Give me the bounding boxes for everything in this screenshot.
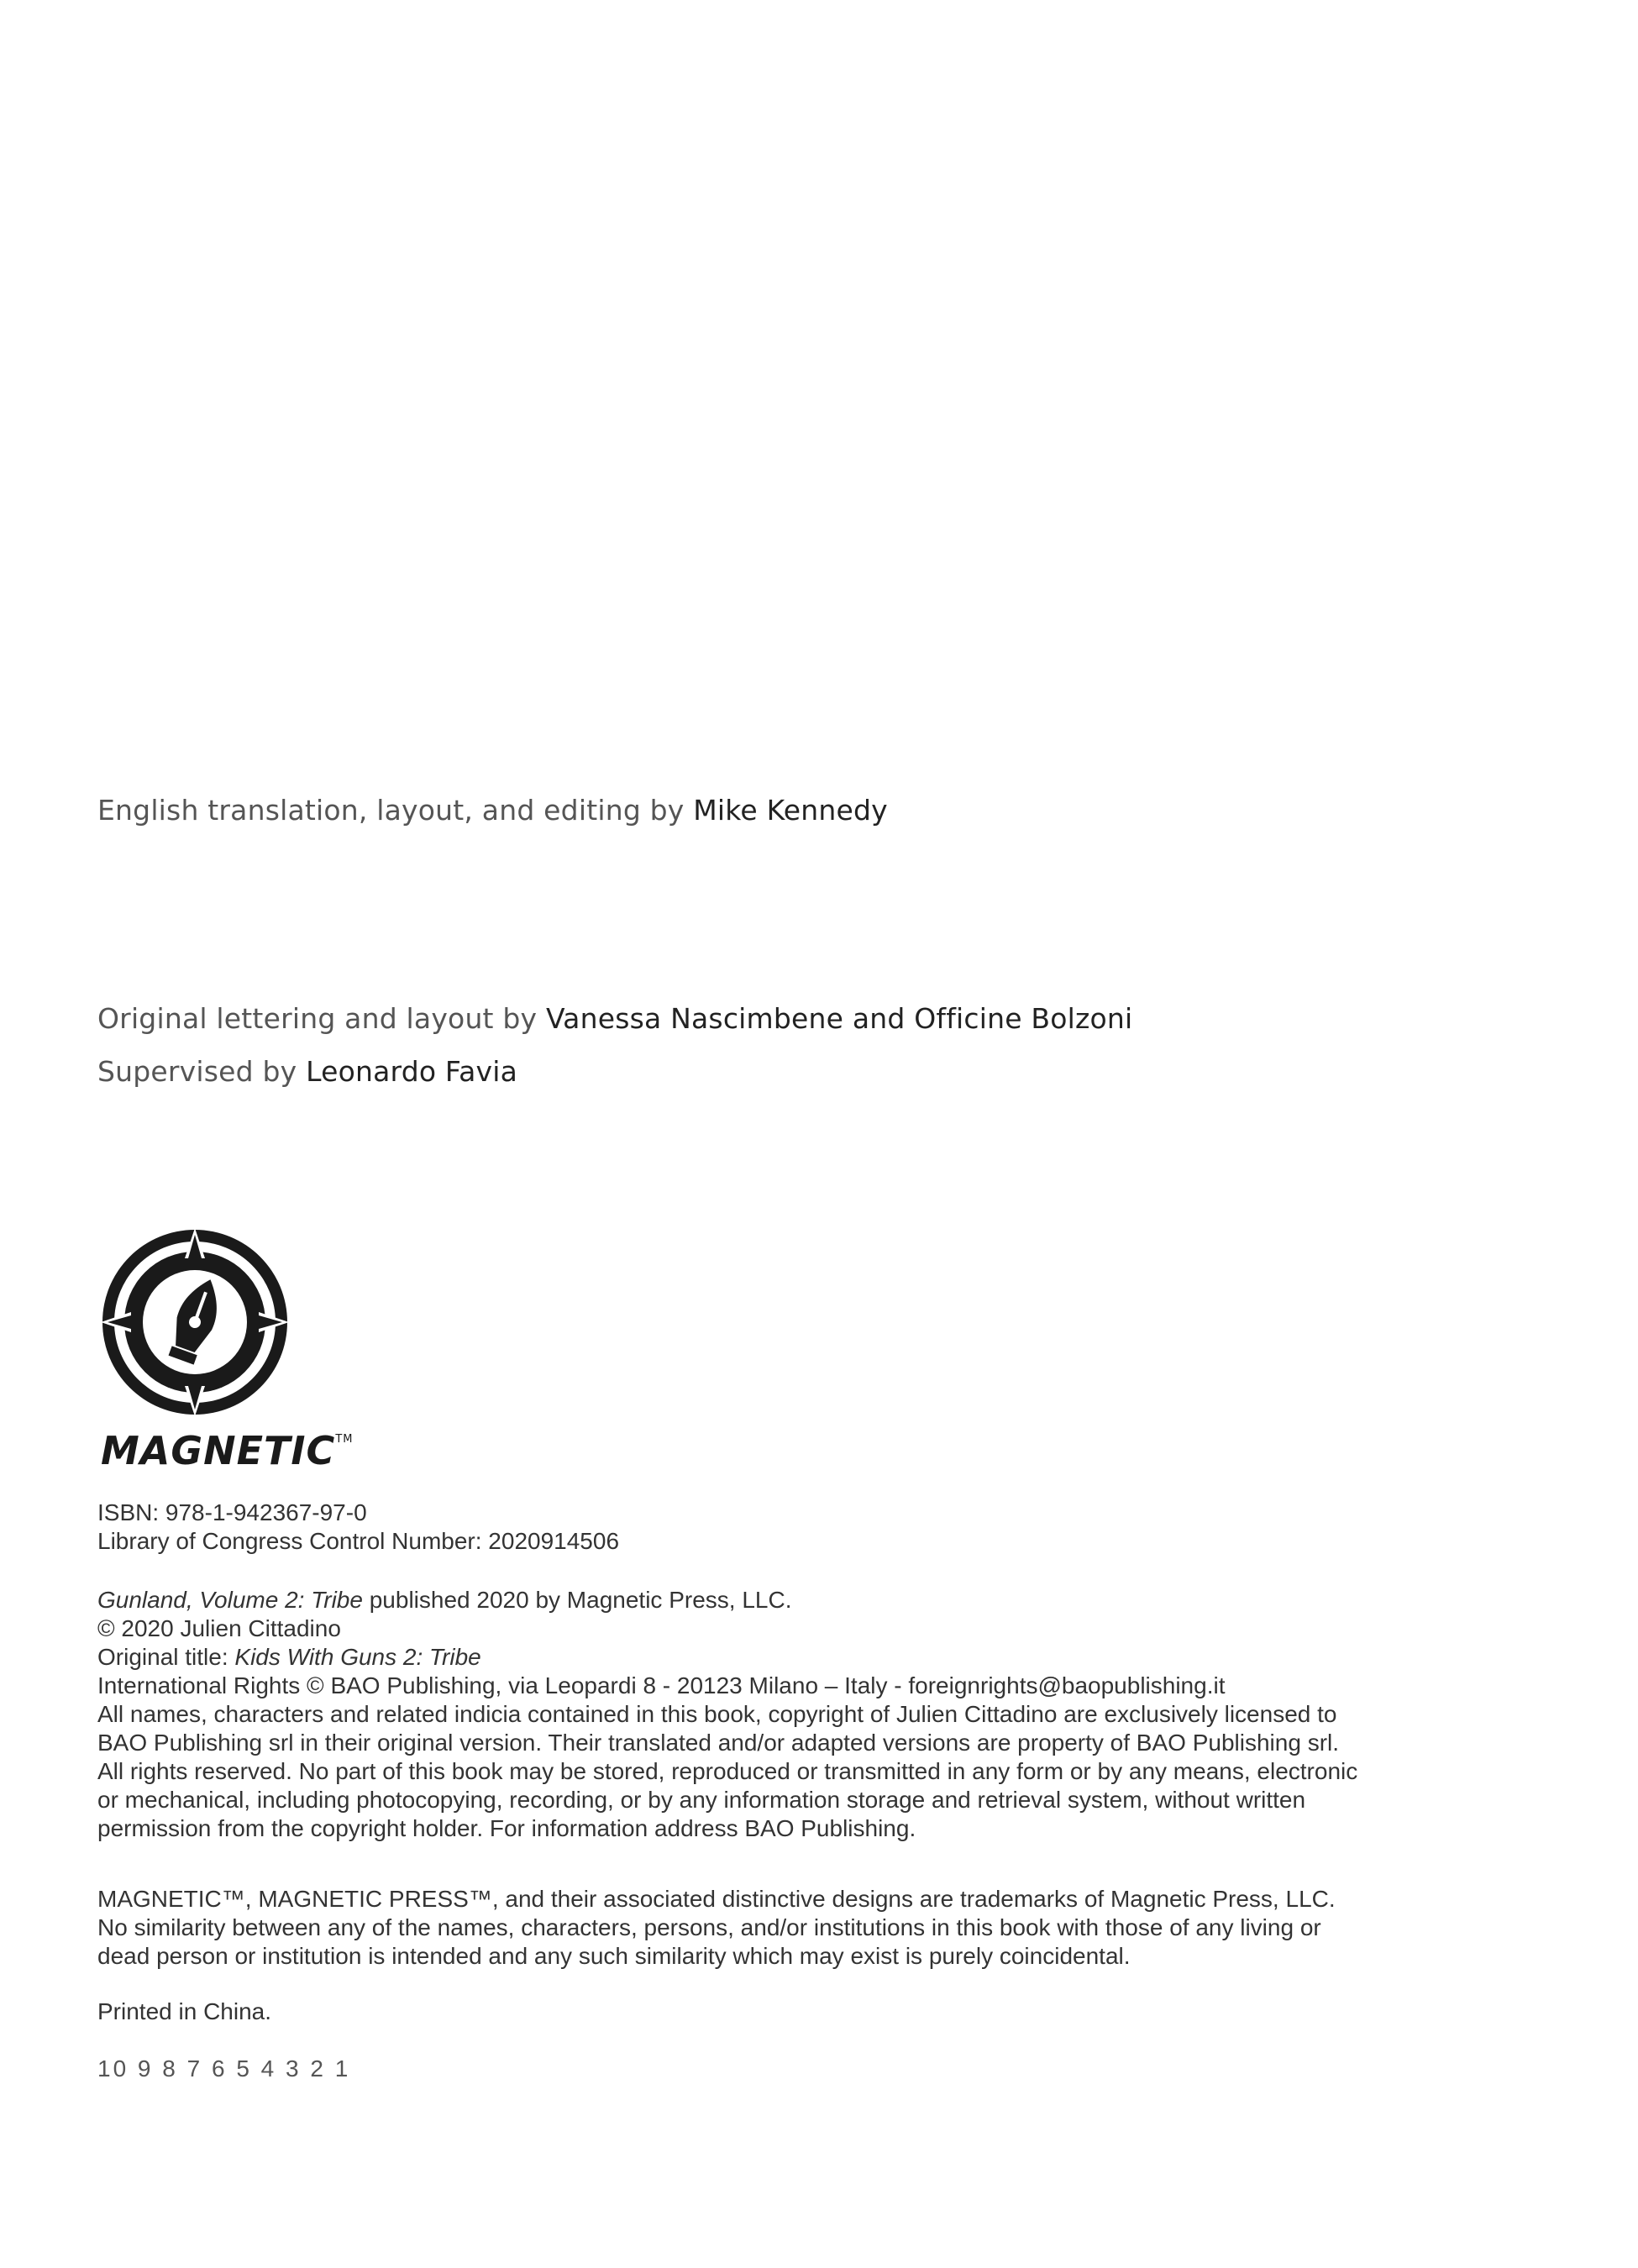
- trademark-line: MAGNETIC™, MAGNETIC PRESS™, and their associated distinctive designs are trademarks of Magnetic Press, LLC.: [97, 1886, 1336, 1912]
- credit-label: Supervised by: [97, 1055, 307, 1088]
- rights-reserved-line: All rights reserved. No part of this book may be stored, reproduced or transmitted in any form or by any means, electronic: [97, 1758, 1358, 1784]
- international-rights-line: International Rights © BAO Publishing, via Leopardi 8 - 20123 Milano – Italy - foreignrights@baopublishing.it: [97, 1672, 1226, 1698]
- loc-control-number: Library of Congress Control Number: 2020914506: [97, 1528, 620, 1554]
- isbn-line: ISBN: 978-1-942367-97-0: [97, 1499, 367, 1525]
- credit-lettering: [97, 1002, 1132, 1035]
- printed-in-line: Printed in China.: [97, 1998, 272, 2024]
- credit-translation: [97, 794, 888, 827]
- credit-supervised: [97, 1055, 517, 1088]
- trademark-mark: TM: [335, 1433, 354, 1446]
- rights-block: [97, 1586, 1408, 1843]
- trademark-block: [97, 1885, 1408, 1971]
- book-title: Gunland, Volume 2: Tribe: [97, 1587, 363, 1613]
- disclaimer-line: No similarity between any of the names, characters, persons, and/or institutions in this book with those of any living or: [97, 1914, 1321, 1940]
- credit-name: Mike Kennedy: [693, 794, 888, 827]
- original-title-line: Original title: Kids With Guns 2: Tribe: [97, 1644, 481, 1670]
- credit-label: Original lettering and layout by: [97, 1002, 546, 1035]
- magnetic-pen-nib-compass-icon: [97, 1225, 292, 1420]
- isbn-block: [97, 1499, 1408, 1556]
- credit-name: Leonardo Favia: [306, 1055, 518, 1088]
- credit-name: Vanessa Nascimbene and Officine Bolzoni: [545, 1002, 1133, 1035]
- original-title: Kids With Guns 2: Tribe: [234, 1644, 481, 1670]
- names-license-line: BAO Publishing srl in their original version. Their translated and/or adapted versions are property of BAO Publishing srl.: [97, 1730, 1340, 1756]
- rights-reserved-line: permission from the copyright holder. For information address BAO Publishing.: [97, 1815, 916, 1841]
- magnetic-logo-wordmark: MAGNETIC™: [101, 1428, 354, 1473]
- copyright-line: © 2020 Julien Cittadino: [97, 1615, 341, 1641]
- disclaimer-line: dead person or institution is intended and any such similarity which may exist is purely coincidental.: [97, 1943, 1131, 1969]
- publication-line: Gunland, Volume 2: Tribe published 2020 by Magnetic Press, LLC.: [97, 1587, 792, 1613]
- rights-reserved-line: or mechanical, including photocopying, recording, or by any information storage and retrieval system, without written: [97, 1787, 1306, 1813]
- credit-label: English translation, layout, and editing by: [97, 794, 694, 827]
- print-number-line: 10 9 8 7 6 5 4 3 2 1: [97, 2055, 351, 2082]
- names-license-line: All names, characters and related indicia contained in this book, copyright of Julien Cittadino are exclusively licensed to: [97, 1701, 1337, 1727]
